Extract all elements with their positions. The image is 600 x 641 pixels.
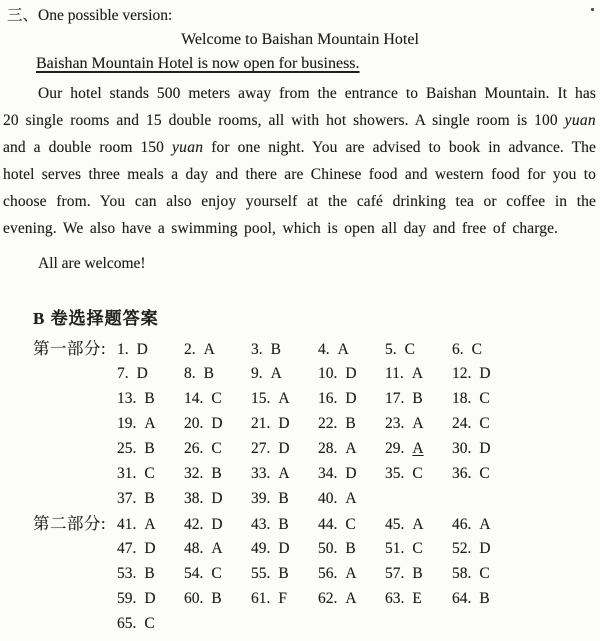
answer-cell [385,586,452,611]
answer-letter: D [345,465,357,482]
answer-cell [117,586,184,611]
answer-cell [385,337,452,362]
answer-cell [251,586,318,611]
answer-row [33,486,600,511]
answer-letter: D [278,415,290,432]
question-number: 12. [452,365,472,382]
essay-headline: Baishan Mountain Hotel is now open for business. [36,55,360,72]
question-number: 18. [452,390,472,407]
answer-letter: A [345,590,357,607]
answer-cell [318,586,385,611]
answer-row [33,536,600,561]
answer-cell [452,586,519,611]
question-number: 50. [318,540,338,557]
answer-cell [318,561,385,586]
answer-cell [452,561,519,586]
answer-letter: D [144,590,156,607]
question-number: 31. [117,465,137,482]
answer-cell [184,436,251,461]
answer-row [33,461,600,486]
question-number: 61. [251,590,271,607]
paragraph-segment: and a double room 150 [3,139,172,156]
answer-cell [385,361,452,386]
answer-cell [251,536,318,561]
answer-letter: A [345,440,357,457]
answer-row [33,586,600,611]
answer-cell [452,536,519,561]
question-number: 32. [184,465,204,482]
answer-cell [184,586,251,611]
answer-cell [385,436,452,461]
answer-letter: A [278,390,290,407]
answer-letter: C [144,615,155,632]
question-number: 25. [117,440,137,457]
answer-cell [184,486,251,511]
answer-letter: D [211,516,223,533]
answer-letter: A [270,365,282,382]
question-number: 6. [452,341,464,358]
question-number: 60. [184,590,204,607]
question-number: 10. [318,365,338,382]
paragraph-italic-segment: yuan [171,139,204,156]
answer-cell [117,611,184,636]
answer-cell [318,411,385,436]
answer-letter: D [278,440,290,457]
answer-cell [251,561,318,586]
answer-cell [184,361,251,386]
answer-cell [184,461,251,486]
answer-cell [452,436,519,461]
question-number: 2. [184,341,196,358]
question-number: 62. [318,590,338,607]
question-number: 21. [251,415,271,432]
answer-letter: B [211,465,222,482]
answer-letter: C [211,440,222,457]
answer-letter: B [203,365,214,382]
answer-cell [452,461,519,486]
answer-cell [318,461,385,486]
answer-letter: C [479,415,490,432]
answer-letter: C [479,565,490,582]
answer-cell [117,411,184,436]
answer-letter: B [144,390,155,407]
essay-paragraph [3,80,596,242]
answer-letter: B [270,341,281,358]
paragraph-segment: for one night. You are advised to book in advance. The hotel serves three meals a day and there are Chinese food and western food for you to choose from. You can also enjoy yourself at the café drinking tea or coffee in the evening. We also have a swimming pool, which is open all day and free of charge. [3,139,596,237]
answer-letter: C [412,540,423,557]
answer-row [33,561,600,586]
essay-closing: All are welcome! [38,255,146,272]
answer-letter: C [412,465,423,482]
answer-cell [251,411,318,436]
answer-letter: C [471,341,482,358]
question-number: 7. [117,365,129,382]
answer-letter: A [211,540,223,557]
question-number: 52. [452,540,472,557]
answer-letter: D [278,540,290,557]
question-number: 39. [251,490,271,507]
answer-letter: D [136,365,148,382]
question-number: 4. [318,341,330,358]
answer-cell [452,337,519,362]
answer-letter: C [345,516,356,533]
answer-row [33,511,600,536]
paragraph-italic-segment: yuan [564,112,596,129]
answer-letter: B [211,590,222,607]
answer-cell [184,536,251,561]
answer-cell [117,461,184,486]
question-number: 8. [184,365,196,382]
paragraph-segment: Our hotel stands 500 meters away from the entrance to Baishan Mountain. It has 20 single rooms and 15 double rooms, all with hot showers. A single room is 100 [3,85,596,129]
answer-cell [385,561,452,586]
answer-letter: A [337,341,349,358]
question-number: 42. [184,516,204,533]
answer-cell [385,411,452,436]
question-number: 57. [385,565,405,582]
question-number: 54. [184,565,204,582]
answer-cell [117,436,184,461]
answer-letter: B [144,490,155,507]
answer-cell [385,386,452,411]
answer-cell [251,512,318,537]
answer-letter: B [412,390,423,407]
answer-cell [117,361,184,386]
question-number: 35. [385,465,405,482]
question-number: 11. [385,365,404,382]
answer-letter: D [136,341,148,358]
answer-cell [184,337,251,362]
answer-row [33,386,600,411]
answer-cell [117,486,184,511]
question-number: 9. [251,365,263,382]
question-number: 64. [452,590,472,607]
answer-letter: A [278,465,290,482]
answer-cell [251,486,318,511]
question-number: 26. [184,440,204,457]
answer-letter: A [479,516,491,533]
answer-cell [452,411,519,436]
question-number: 36. [452,465,472,482]
essay-title: Welcome to Baishan Mountain Hotel [181,31,419,48]
question-number: 33. [251,465,271,482]
answer-cell [117,512,184,537]
answer-letter: D [345,390,357,407]
answer-cell [318,436,385,461]
answer-letter: D [211,415,223,432]
answer-row [33,336,600,361]
part-label: 第二部分: [33,514,107,533]
answer-cell [251,361,318,386]
answer-letter: B [278,490,289,507]
answer-letter: A [411,365,424,382]
answer-cell [251,461,318,486]
question-number: 41. [117,516,137,533]
question-number: 5. [385,341,397,358]
answer-letter: C [404,341,415,358]
answer-letter: C [479,465,490,482]
answer-cell [318,512,385,537]
question-number: 13. [117,390,137,407]
answer-cell [117,386,184,411]
answer-letter: A [412,440,424,457]
answer-letter: D [144,540,156,557]
question-number: 43. [251,516,271,533]
question-number: 22. [318,415,338,432]
answer-letter: D [479,440,491,457]
answer-cell [117,337,184,362]
answer-letter: A [345,565,357,582]
answer-letter: B [278,516,289,533]
question-number: 47. [117,540,137,557]
answer-letter: B [144,565,155,582]
question-number: 3. [251,341,263,358]
question-number: 59. [117,590,137,607]
question-number: 53. [117,565,137,582]
answer-cell [184,411,251,436]
question-number: 15. [251,390,271,407]
question-number: 37. [117,490,137,507]
question-number: 56. [318,565,338,582]
answer-letter: C [144,465,155,482]
answer-row [33,611,600,636]
answer-letter: B [345,415,356,432]
question-number: 48. [184,540,204,557]
answer-row [33,411,600,436]
part-label: 第一部分: [33,339,107,358]
answer-letter: C [211,565,222,582]
answer-cell [318,536,385,561]
answer-letter: D [211,490,223,507]
answer-letter: A [203,341,215,358]
answer-cell [184,386,251,411]
question-number: 63. [385,590,405,607]
answer-letter: B [278,565,289,582]
question-number: 17. [385,390,405,407]
answer-cell [318,361,385,386]
question-number: 16. [318,390,338,407]
answer-letter: A [412,516,424,533]
answer-letter: A [412,415,424,432]
answer-cell [318,386,385,411]
answer-cell [251,337,318,362]
answer-letter: D [479,540,491,557]
question-number: 14. [184,390,204,407]
answer-cell [385,461,452,486]
scan-speckle [591,8,594,11]
question-number: 19. [117,415,137,432]
answer-cell [452,512,519,537]
question-number: 30. [452,440,472,457]
answer-row [33,436,600,461]
question-number: 27. [251,440,271,457]
question-number: 49. [251,540,271,557]
question-number: 51. [385,540,405,557]
answer-letter: A [144,415,156,432]
question-number: 65. [117,615,137,632]
answer-cell [251,436,318,461]
answer-letter: B [144,440,155,457]
answer-cell [385,512,452,537]
answer-letter: B [479,590,490,607]
answer-grid [33,336,600,636]
answer-letter: D [345,365,357,382]
answer-letter: C [211,390,222,407]
answer-letter: C [479,390,490,407]
question-number: 1. [117,341,129,358]
answer-cell [452,386,519,411]
question-number: 24. [452,415,472,432]
answer-cell [318,337,385,362]
question-number: 44. [318,516,338,533]
answer-letter: F [278,590,287,607]
answer-letter: A [345,490,357,507]
question-number: 28. [318,440,338,457]
question-number: 46. [452,516,472,533]
question-number: 29. [385,440,405,457]
question-number: 45. [385,516,405,533]
answer-key-heading: B 卷选择题答案 [33,309,159,328]
section-label: 三、One possible version: [7,7,173,24]
question-number: 34. [318,465,338,482]
answer-letter: A [144,516,156,533]
answer-cell [184,512,251,537]
question-number: 58. [452,565,472,582]
question-number: 40. [318,490,338,507]
answer-cell [184,561,251,586]
answer-cell [117,561,184,586]
question-number: 55. [251,565,271,582]
answer-letter: B [345,540,356,557]
question-number: 20. [184,415,204,432]
answer-cell [452,361,519,386]
answer-cell [117,536,184,561]
answer-letter: B [412,565,423,582]
answer-cell [251,386,318,411]
answer-cell [318,486,385,511]
answer-letter: E [412,590,422,607]
question-number: 23. [385,415,405,432]
answer-letter: D [479,365,491,382]
answer-cell [385,536,452,561]
answer-row [33,361,600,386]
question-number: 38. [184,490,204,507]
